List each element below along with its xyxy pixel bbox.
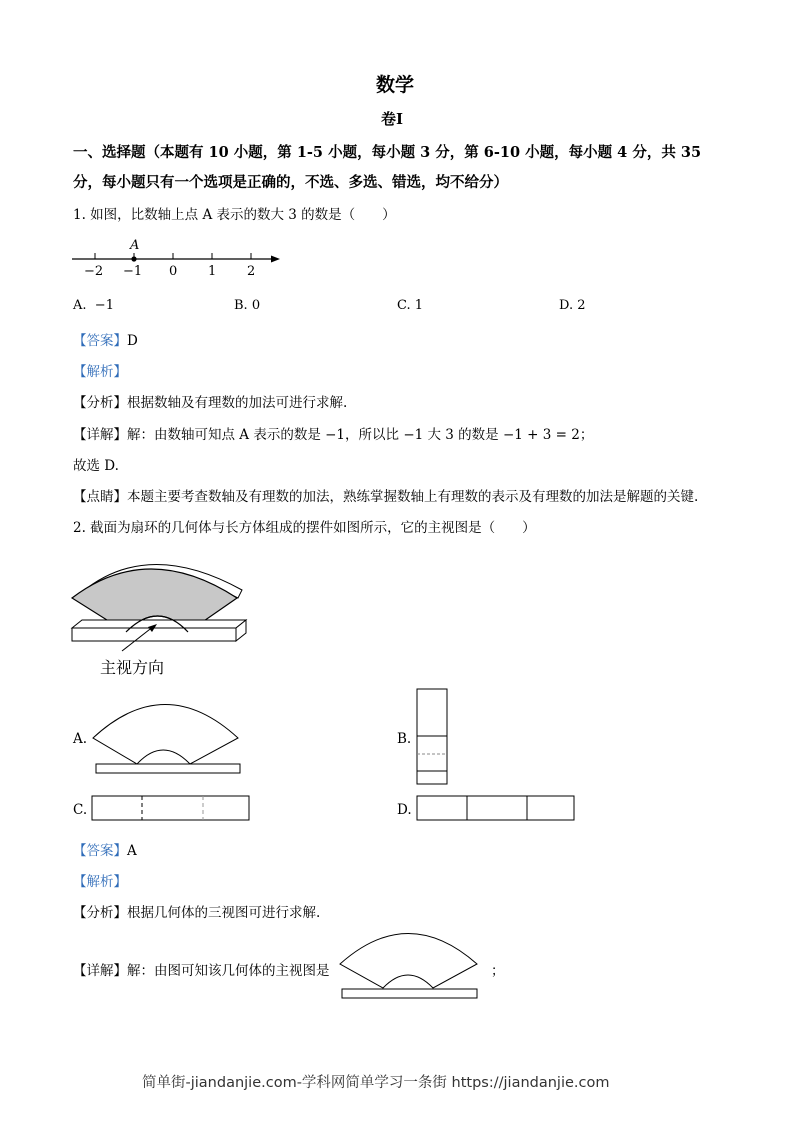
q1-stem: 1. 如图，比数轴上点 A 表示的数大 3 的数是（ ） — [73, 207, 396, 223]
answer-value: A — [127, 843, 137, 859]
q2-fenxi — [73, 901, 320, 921]
q2-option-c-key: C. — [73, 802, 88, 818]
option-key: D. — [559, 298, 574, 313]
tick-label: −1 — [123, 264, 143, 279]
tick-label: 1 — [208, 264, 217, 279]
q1-answer — [73, 329, 138, 349]
fenxi-tag: 【分析】 — [73, 395, 127, 411]
q2-option-d-key: D. — [397, 802, 412, 818]
answer-tag: 【答案】 — [73, 333, 127, 349]
q2-option-a-figure — [90, 696, 245, 778]
point-a-label: A — [130, 238, 140, 253]
section-header-line2: 分，每小题只有一个选项是正确的，不选、多选、错选，均不给分） — [73, 174, 508, 191]
option-key: B. — [234, 298, 248, 313]
q2-solid-figure — [68, 548, 253, 683]
answer-value: D — [127, 333, 138, 349]
q1-analysis-tag: 【解析】 — [73, 364, 127, 380]
page-title: 数学 — [376, 74, 415, 96]
q2-detail — [73, 959, 330, 979]
q1-option-a — [73, 298, 114, 313]
option-value: 1 — [414, 298, 424, 313]
tick-label: 0 — [169, 264, 178, 279]
paper-subtitle: 卷Ⅰ — [381, 110, 404, 128]
q1-option-d — [559, 298, 586, 313]
detail-text: 解：由图可知该几何体的主视图是 — [127, 963, 330, 979]
q1-option-b — [234, 298, 260, 313]
q2-option-b-figure — [416, 688, 450, 786]
answer-tag: 【答案】 — [73, 843, 127, 859]
q1-number-line — [70, 232, 285, 282]
q2-analysis-tag: 【解析】 — [73, 874, 127, 890]
tick-label: 2 — [247, 264, 256, 279]
q2-option-b-key: B. — [397, 731, 412, 747]
q2-detail-figure — [338, 925, 481, 1002]
q1-fenxi — [73, 391, 347, 411]
page-footer: 简单街-jiandanjie.com-学科网简单学习一条街 https://jiandanjie.com — [142, 1075, 610, 1091]
q2-answer — [73, 839, 137, 859]
comment-tag: 【点睛】 — [73, 489, 127, 505]
fenxi-text: 根据数轴及有理数的加法可进行求解. — [127, 395, 348, 411]
section-header-line1: 一、选择题（本题有 10 小题，第 1-5 小题，每小题 3 分，第 6-10 小题，每小题 4 分，共 35 — [73, 144, 702, 161]
fenxi-text: 根据几何体的三视图可进行求解. — [127, 905, 321, 921]
option-key: C. — [397, 298, 411, 313]
option-value: −1 — [94, 298, 114, 313]
option-key: A. — [73, 298, 87, 313]
view-direction-label: 主视方向 — [100, 658, 165, 677]
comment-text: 本题主要考查数轴及有理数的加法，熟练掌握数轴上有理数的表示及有理数的加法是解题的关键. — [127, 489, 699, 505]
q1-option-c — [397, 298, 423, 313]
q1-detail — [73, 423, 593, 443]
detail-tag: 【详解】 — [73, 963, 127, 979]
q1-conclusion: 故选 D. — [73, 458, 119, 474]
q2-detail-end: ； — [491, 963, 505, 979]
detail-text: 解：由数轴可知点 A 表示的数是 −1，所以比 −1 大 3 的数是 −1 + 3 = 2； — [127, 427, 594, 443]
q2-option-d-figure — [416, 795, 577, 823]
option-value: 2 — [577, 298, 586, 313]
q2-stem: 2. 截面为扇环的几何体与长方体组成的摆件如图所示，它的主视图是（ ） — [73, 520, 536, 536]
fenxi-tag: 【分析】 — [73, 905, 127, 921]
detail-tag: 【详解】 — [73, 427, 127, 443]
q1-comment — [73, 485, 698, 505]
q2-option-a-key: A. — [73, 731, 88, 747]
q2-option-c-figure — [91, 795, 251, 823]
tick-label: −2 — [84, 264, 104, 279]
option-value: 0 — [251, 298, 261, 313]
